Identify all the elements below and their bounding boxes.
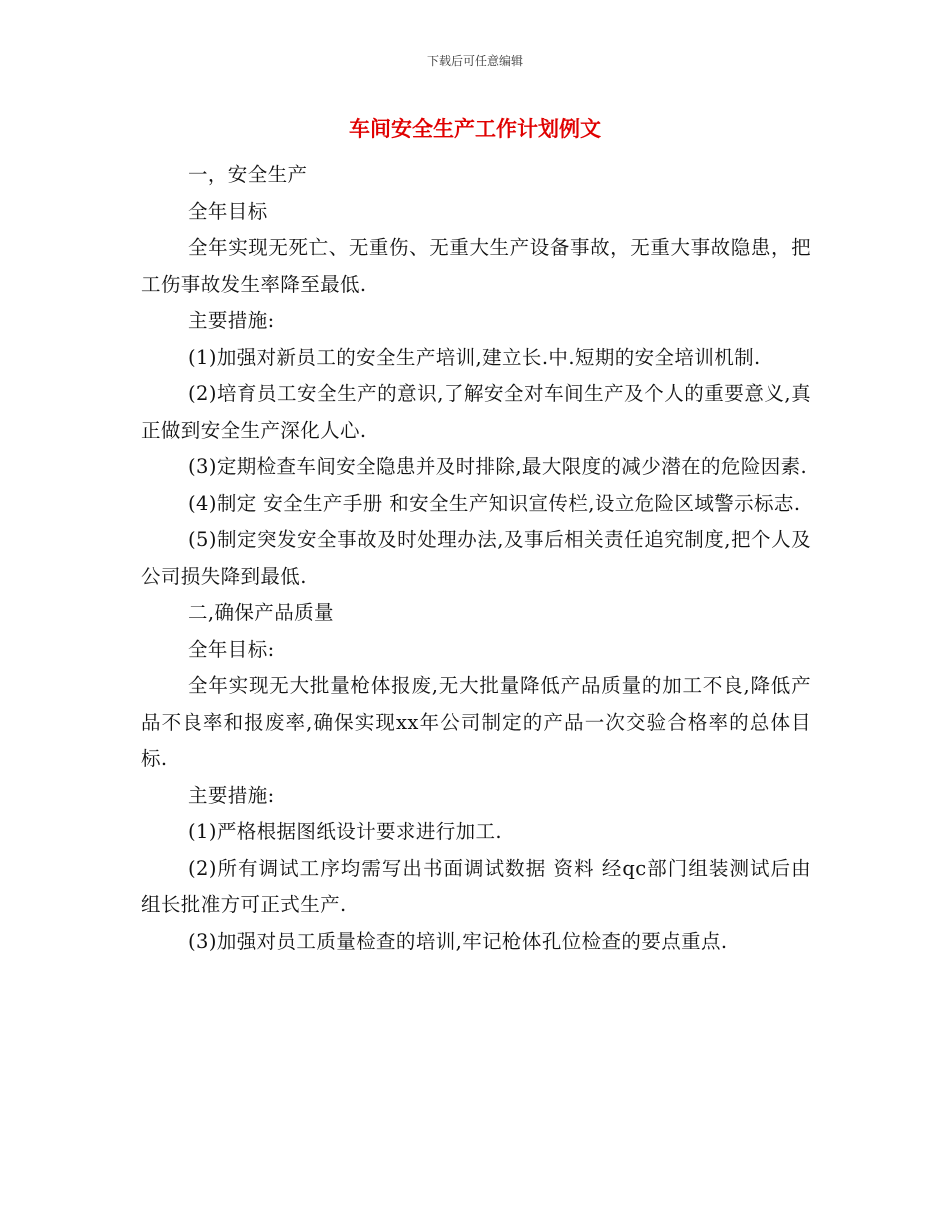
paragraph-measure-5: (5)制定突发安全事故及时处理办法,及事后相关责任追究制度,把个人及公司损失降到最低. [141, 528, 811, 588]
paragraph-measures-heading: 主要措施: [188, 309, 275, 332]
page-header-note: 下载后可任意编辑 [426, 54, 523, 68]
paragraph-quality-goal-heading: 全年目标: [188, 637, 275, 661]
paragraph-measure-4: (4)制定 安全生产手册 和安全生产知识宣传栏,设立危险区域警示标志. [188, 491, 801, 515]
section-heading-quality: 二,确保产品质量 [188, 601, 334, 624]
paragraph-annual-goal-text: 全年实现无死亡、无重伤、无重大生产设备事故，无重大事故隐患，把工伤事故发生率降至最低. [141, 236, 811, 296]
paragraph-annual-goal-heading: 全年目标 [188, 199, 268, 223]
paragraph-quality-measures-heading: 主要措施: [188, 783, 275, 807]
paragraph-quality-measure-1: (1)严格根据图纸设计要求进行加工. [188, 820, 503, 843]
paragraph-quality-goal-text: 全年实现无大批量枪体报废,无大批量降低产品质量的加工不良,降低产品不良率和报废率,确保实现xx年公司制定的产品一次交验合格率的总体目标. [141, 674, 811, 770]
section-heading-safety: 一，安全生产 [188, 163, 308, 186]
paragraph-measure-3: (3)定期检查车间安全隐患并及时排除,最大限度的减少潜在的危险因素. [188, 455, 808, 478]
paragraph-quality-measure-3: (3)加强对员工质量检查的培训,牢记枪体孔位检查的要点重点. [188, 929, 728, 953]
document-title: 车间安全生产工作计划例文 [349, 117, 601, 141]
document-body [141, 157, 811, 960]
paragraph-measure-2: (2)培育员工安全生产的意识,了解安全对车间生产及个人的重要意义,真正做到安全生产深化人心. [141, 382, 811, 442]
paragraph-measure-1: (1)加强对新员工的安全生产培训,建立长.中.短期的安全培训机制. [188, 345, 761, 369]
paragraph-quality-measure-2: (2)所有调试工序均需写出书面调试数据 资料 经qc部门组装测试后由组长批准方可正式生产. [141, 856, 811, 916]
